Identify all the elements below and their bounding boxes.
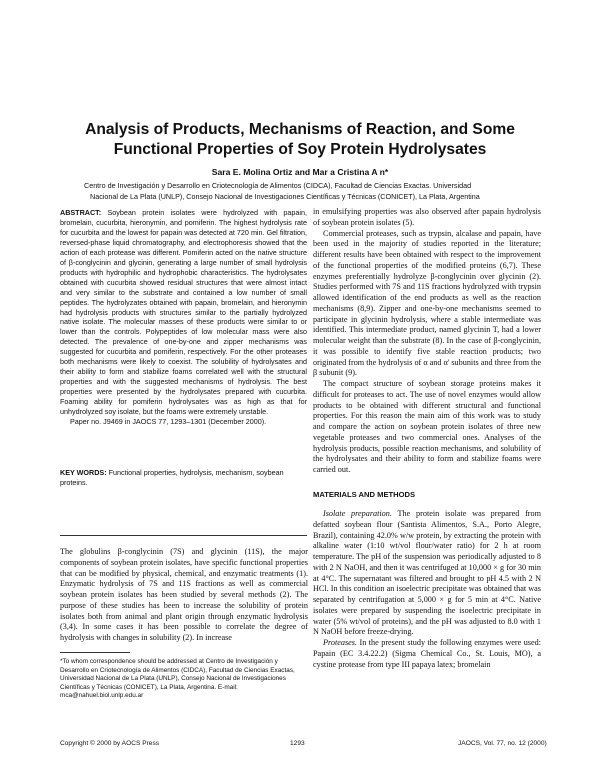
page-number: 1293 [290, 740, 305, 747]
right-paragraph-3: The compact structure of soybean storage proteins makes it difficult for proteases to act. The use of novel enzymes would allow products to be obtained with different structural and functional properties. For this reason the main aim of this work was to study and compare the action on soybean protein isolates of three new vegetable proteases and two commercial ones. Analyses of the hydrolysis products, possible reaction mechanisms, and solubility of the hydrolysates and their ability to form and stabilize foams were carried out. [313, 379, 541, 474]
abstract-text: Soybean protein isolates were hydrolyzed with papain, bromelain, cucurbita, hieronymin, and pomiferin. The highest hydrolysis rate for cucurbita and the lowest for papain was detected at 720 min. Gel filtration, reversed-phase liquid chromatography, and electrophoresis showed that the action of each protease was different. Pomiferin acted on the native structure of β-conglycinin and glycinin, generating a large number of small hydrolysis products with hydrophilic and hydrophobic characteristics. The hydrolysates obtained with cucurbita showed residual structures that were almost intact and very similar to the substrate and contained a low number of small peptides. The hydrolyzates obtained with papain, bromelain, and hieronymin had hydrolysis products with structures similar to the partially hydrolyzed native isolate. The molecular masses of these products were similar to or lower than the controls. Polypeptides of low molecular mass were also detected. The prevalence of one-by-one and zipper mechanisms was suggested for cucurbita and pomiferin, respectively. For the other proteases both mechanisms were likely to coexist. The solubility of hydrolysates and their ability to form and stabilize foams correlated well with the structural properties and with the suggested mechanisms of hydrolysis. The best properties were presented by the hydrolysates prepared with cucurbita. Foaming ability for pomiferin hydrolysates was as high as that for unhydrolyzed soy isolate, but the foams were extremely unstable. [60, 208, 308, 417]
methods-paragraph-2 [313, 638, 541, 670]
authors: Sara E. Molina Ortiz and Mar a Cristina A n* [211, 167, 389, 177]
proteases-label: Proteases. [323, 638, 358, 647]
paper-title [60, 120, 540, 160]
abstract [60, 208, 307, 427]
proteases-text: In the present study the following enzymes were used: Papain (EC 3.4.22.2) (Sigma Chemical Co., St. Louis, MO), a cystine protease from type III papaya latex; bromelain [313, 638, 541, 669]
title-line-1: Analysis of Products, Mechanisms of Reaction, and Some [85, 121, 515, 138]
right-paragraph-1: in emulsifying properties was also observed after papain hydrolysis of soybean protein isolates (5). [313, 207, 541, 227]
isolate-preparation-label: Isolate preparation. [323, 509, 392, 518]
correspondence-footnote: *To whom correspondence should be addressed at Centro de Investigación y Desarrollo en Criotecnología de Alimentos (CIDCA), Facultad de Ciencias Exactas, Universidad Nacional de La Plata (UNLP), Consejo Nacional de Investigaciones Científicas y Técnicas (CONICET), La Plata, Argentina. E-mail: mca@nahuel.biol.unlp.edu.ar [60, 658, 295, 700]
right-column-intro [313, 207, 541, 476]
keywords [60, 468, 307, 488]
introduction-text [60, 547, 308, 644]
journal-citation: JAOCS, Vol. 77, no. 12 (2000) [458, 740, 547, 747]
methods-paragraph-1 [313, 509, 541, 638]
right-paragraph-2: Commercial proteases, such as trypsin, alcalase and papain, have been used in the majority of studies reported in the literature; different results have been obtained with respect to the improvement of the functional properties of the modified proteins (6,7). These enzymes preferentially hydrolyze β-conglycinin over glycinin (2). Studies performed with 7S and 11S fractions hydrolyzed with trypsin allowed identification of the end products as well as the reaction mechanisms (8,9). Zipper and one-by-one mechanisms seemed to participate in glycinin hydrolysis, where a stable intermediate was identified. This intermediate product, named glycinin T, had a lower molecular weight than the substrate (8). In the case of β-conglycinin, it was possible to identify five stable reaction products; two originated from the hydrolysis of α and α' subunits and three from the β subunit (9). [313, 228, 541, 378]
affiliation-line-1: Centro de Investigación y Desarrollo en Criotecnología de Alimentos (CIDCA), Facultad de Ciencias Exactas. Universidad [84, 181, 472, 190]
isolate-preparation-text: The protein isolate was prepared from defatted soybean flour (Santista Alimentos, S.A., Porto Alegre, Brazil), containing 42.0% w/w protein, by extracting the protein with alkaline water (1:10 wt/vol flour/water ratio) for 2 h at room temperature. The pH of the suspension was periodically adjusted to 8 with 2 N NaOH, and then it was centrifuged at 10,000 × g for 30 min at 4°C. The supernatant was filtered and brought to pH 4.5 with 2 N HCl. In this condition an isoelectric precipitate was obtained that was separated by centrifugation at 5,000 × g for 5 min at 4°C. Native isolates were prepared by suspending the isoelectric precipitate in water (5% wt/vol of proteins), and the pH was adjusted to 8.0 with 1 N NaOH before freeze-drying. [313, 509, 541, 637]
keywords-text: Functional properties, hydrolysis, mechanism, soybean proteins. [60, 468, 284, 487]
paper-number: Paper no. J9469 in JAOCS 77, 1293–1301 (December 2000). [70, 417, 267, 427]
keywords-label: KEY WORDS: [60, 468, 107, 477]
abstract-divider [60, 535, 307, 536]
affiliation [84, 181, 524, 202]
intro-paragraph: The globulins β-conglycinin (7S) and glycinin (11S), the major components of soybean protein isolates, have specific functional properties that can be modified by physical, chemical, and enzymatic treatments (1). Enzymatic hydrolysis of 7S and 11S fractions as well as commercial soybean protein isolates has been studied by several methods (2). The purpose of these studies has been to increase the solubility of protein isolates both from animal and plant origin through enzymatic hydrolysis (3,4). In some cases it has been possible to correlate the degree of hydrolysis with changes in solubility (2). In increase [60, 547, 308, 642]
title-line-2: Functional Properties of Soy Protein Hydrolysates [113, 141, 487, 158]
footnote-divider [60, 652, 130, 653]
affiliation-line-2: Nacional de La Plata (UNLP), Consejo Nacional de Investigaciones Científicas y Técnicas (CONICET), La Plata, Argentina [90, 191, 480, 201]
abstract-label: ABSTRACT: [60, 208, 102, 217]
copyright: Copyright © 2000 by AOCS Press [60, 740, 160, 747]
methods-text [313, 509, 541, 670]
methods-heading: MATERIALS AND METHODS [313, 490, 416, 499]
